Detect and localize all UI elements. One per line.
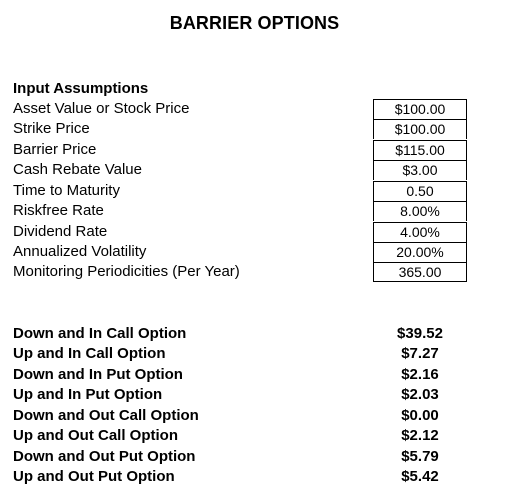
input-row-dividend-rate xyxy=(0,222,509,242)
result-row xyxy=(0,386,509,406)
result-row xyxy=(0,345,509,365)
result-value: $5.79 xyxy=(401,448,439,465)
result-value: $7.27 xyxy=(401,345,439,362)
result-value: $2.03 xyxy=(401,386,439,403)
input-row-strike-price xyxy=(0,119,509,139)
time-to-maturity-field[interactable]: 0.50 xyxy=(373,181,467,201)
input-label: Monitoring Periodicities (Per Year) xyxy=(13,263,240,280)
result-label: Up and Out Call Option xyxy=(13,427,178,444)
barrier-price-field[interactable]: $115.00 xyxy=(373,140,467,160)
input-label: Time to Maturity xyxy=(13,182,120,199)
input-label: Barrier Price xyxy=(13,141,97,158)
volatility-field[interactable]: 20.00% xyxy=(373,242,467,262)
input-row-asset-value xyxy=(0,99,509,119)
page-title: BARRIER OPTIONS xyxy=(169,13,340,33)
result-row xyxy=(0,448,509,468)
result-row xyxy=(0,427,509,447)
strike-price-field[interactable]: $100.00 xyxy=(373,119,467,139)
monitoring-periodicities-field[interactable]: 365.00 xyxy=(373,262,467,282)
result-value: $2.12 xyxy=(401,427,439,444)
result-label: Up and In Call Option xyxy=(13,345,166,362)
result-value: $2.16 xyxy=(401,366,439,383)
input-label: Annualized Volatility xyxy=(13,243,147,260)
input-row-barrier-price xyxy=(0,140,509,160)
input-row-monitoring-periodicities xyxy=(0,262,509,282)
result-label: Up and In Put Option xyxy=(13,386,163,403)
input-label: Strike Price xyxy=(13,120,90,137)
result-label: Down and Out Put Option xyxy=(13,448,196,465)
input-label: Asset Value or Stock Price xyxy=(13,100,190,117)
result-value: $39.52 xyxy=(397,325,443,342)
result-label: Down and In Call Option xyxy=(13,325,187,342)
result-label: Down and Out Call Option xyxy=(13,407,199,424)
result-row xyxy=(0,407,509,427)
input-row-cash-rebate xyxy=(0,160,509,180)
result-label: Down and In Put Option xyxy=(13,366,183,383)
input-row-riskfree-rate xyxy=(0,201,509,221)
cash-rebate-field[interactable]: $3.00 xyxy=(373,160,467,180)
input-label: Dividend Rate xyxy=(13,223,108,240)
input-row-volatility xyxy=(0,242,509,262)
result-value: $0.00 xyxy=(401,407,439,424)
dividend-rate-field[interactable]: 4.00% xyxy=(373,222,467,242)
result-label: Up and Out Put Option xyxy=(13,468,175,485)
input-row-time-to-maturity xyxy=(0,181,509,201)
result-row xyxy=(0,468,509,488)
input-label: Cash Rebate Value xyxy=(13,161,142,178)
asset-value-field[interactable]: $100.00 xyxy=(373,99,467,119)
result-row xyxy=(0,325,509,345)
input-label: Riskfree Rate xyxy=(13,202,104,219)
result-value: $5.42 xyxy=(401,468,439,485)
result-row xyxy=(0,366,509,386)
input-assumptions-heading: Input Assumptions xyxy=(13,80,149,97)
riskfree-rate-field[interactable]: 8.00% xyxy=(373,201,467,221)
